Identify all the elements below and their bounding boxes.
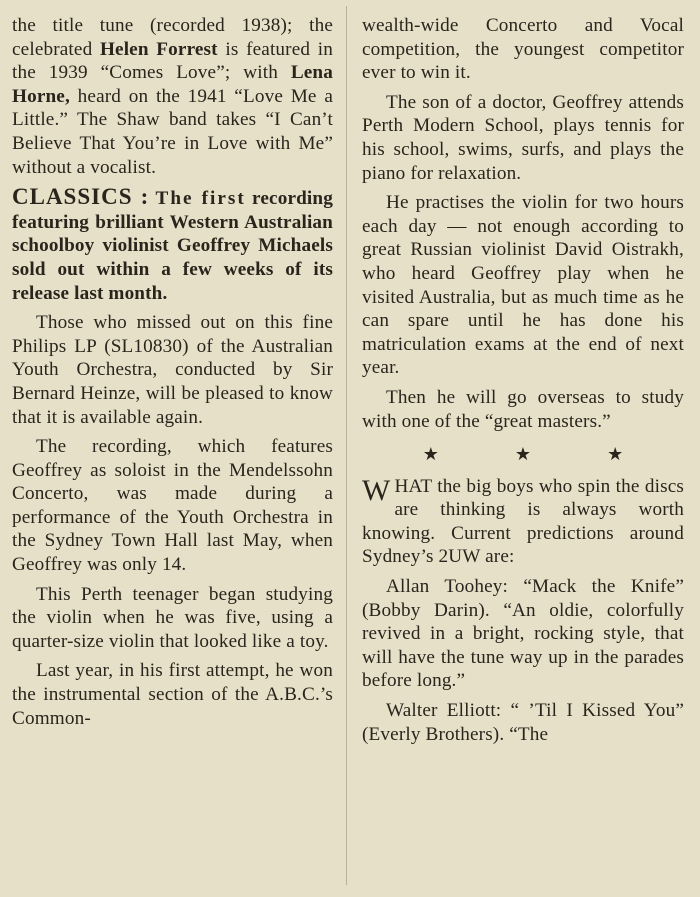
paragraph-walter-elliott: Walter Elliott: “ ’Til I Kissed You” (Everly Brothers). “The [362, 700, 684, 745]
paragraph-shaw-band: the title tune (recorded 1938); the celebrated Helen Forrest is featured in the 1939 “Comes Love”; with Lena Horne, heard on the 1941 “Love Me a Little.” The Shaw band takes “I Can’t Believe That You’re in Love with Me” without a vocalist. [12, 15, 333, 178]
classics-section-lead: CLASSICS : The first recording featuring brilliant Western Australian schoolboy violinist Geoffrey Michaels sold out within a few weeks of its release last month. [12, 184, 333, 304]
left-column [12, 14, 333, 730]
paragraph-big-boys: WHAT the big boys who spin the discs are thinking is always worth knowing. Current predictions around Sydney’s 2UW are: [362, 473, 684, 568]
paragraph-son-of-doctor: The son of a doctor, Geoffrey attends Perth Modern School, plays tennis for his school, swims, surfs, and plays the piano for relaxation. [362, 91, 684, 184]
paragraph-overseas: Then he will go overseas to study with one of the “great masters.” [362, 386, 684, 432]
paragraph-practises-violin: He practises the violin for two hours each day — not enough according to great Russian violinist David Oistrakh, who heard Geoffrey play when he visited Australia, but as much time as he can spare until he has done his matriculation exams at the end of next year. [362, 192, 684, 379]
star-icon: ★ [607, 444, 624, 465]
column-divider [346, 6, 347, 885]
star-icon: ★ [422, 444, 439, 465]
classics-heading: CLASSICS : [12, 184, 150, 210]
name-lena-horne: Lena Horne, [12, 62, 333, 107]
paragraph-philips-lp: Those who missed out on this fine Philips LP (SL10830) of the Australian Youth Orchestra, conducted by Sir Bernard Heinze, will be pleased to know that it is available again. [12, 312, 333, 428]
right-column [362, 14, 684, 746]
star-icon: ★ [514, 444, 532, 465]
paragraph-allan-toohey: Allan Toohey: “Mack the Knife” (Bobby Darin). “An oldie, colorfully revived in a bright, rocking style, that will have the tune way up in the parades before long.” [362, 576, 684, 692]
paragraph-competition: wealth-wide Concerto and Vocal competition, the youngest competitor ever to win it. [362, 15, 684, 84]
paragraph-recording: The recording, which features Geoffrey as soloist in the Mendelssohn Concerto, was made during a performance of the Youth Orchestra in the Sydney Town Hall last May, when Geoffrey was only 14. [12, 436, 333, 576]
paragraph-last-year: Last year, in his first attempt, he won the instrumental section of the A.B.C.’s Common- [12, 660, 333, 729]
star-separator [362, 443, 684, 467]
drop-cap: W [362, 473, 391, 507]
paragraph-perth-teenager: This Perth teenager began studying the violin when he was five, using a quarter-size violin that looked like a toy. [12, 583, 333, 652]
name-helen-forrest: Helen Forrest [99, 38, 218, 60]
